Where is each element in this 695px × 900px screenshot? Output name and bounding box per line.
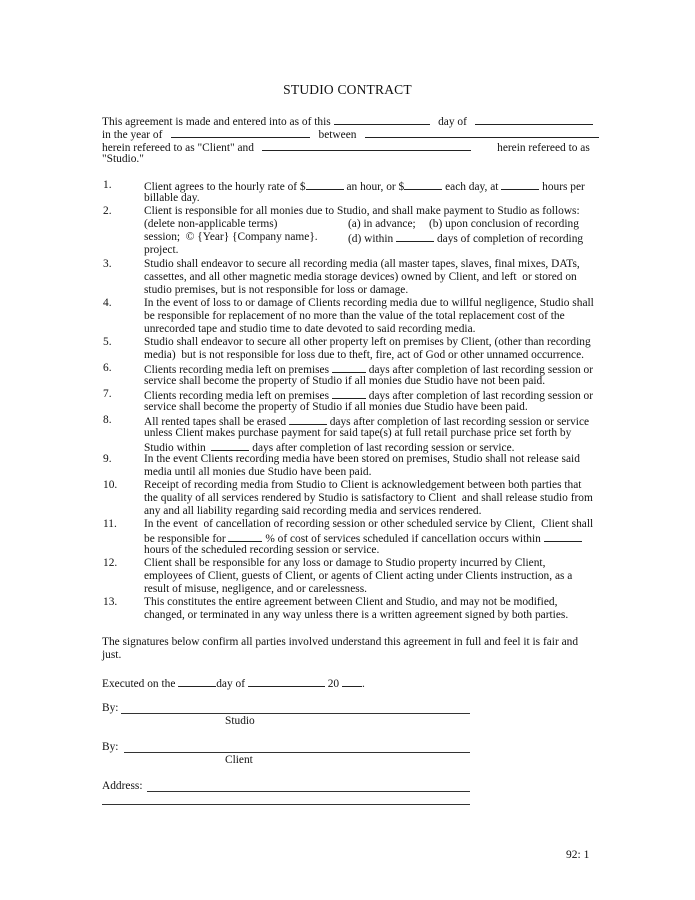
clause-text: service shall become the property of Studio if all monies due Studio have been paid. [144, 401, 528, 413]
hours-per-day-blank[interactable] [501, 179, 539, 190]
clause-text: (delete non-applicable terms) [144, 218, 278, 230]
intro-text: herein refereed to as [497, 142, 590, 154]
item-number: 10. [103, 479, 118, 491]
clause-text: Clients recording media left on premises [144, 364, 332, 376]
clause-text: be responsible for replacement of no more than the value of the total replacement cost of the [144, 310, 565, 322]
studio-signature-line[interactable] [121, 713, 470, 714]
payment-option-b: (b) upon conclusion of recording [429, 218, 579, 230]
year-blank[interactable] [171, 127, 310, 138]
intro-text: This agreement is made and entered into as of this [102, 116, 331, 128]
intro-text: herein refereed to as "Client" and [102, 142, 254, 154]
payment-option-a: (a) in advance; [348, 218, 416, 230]
cancellation-hours-blank[interactable] [544, 531, 582, 542]
intro-text: between [318, 129, 357, 141]
clause-text: project. [144, 244, 179, 256]
item-number: 11. [103, 518, 117, 530]
executed-month-blank[interactable] [248, 676, 325, 687]
address-line-1[interactable] [147, 791, 470, 792]
completion-days-blank[interactable] [396, 231, 434, 242]
closing-statement-line-1: The signatures below confirm all parties involved understand this agreement in full and feel it is fair and [102, 636, 579, 648]
item-number: 7. [103, 388, 112, 400]
item-number: 6. [103, 362, 112, 374]
clause-text: Studio shall endeavor to secure all other property left on premises by Client, (other than recording [144, 336, 591, 348]
item-number: 12. [103, 557, 118, 569]
intro-line-3 [102, 140, 590, 155]
clause-5 [144, 336, 596, 362]
executed-text: 20 [324, 678, 342, 690]
clause-text: days after completion of last recording session or service [326, 416, 590, 428]
item-number: 2. [103, 205, 112, 217]
item-number: 4. [103, 297, 112, 309]
clause-text: result of misuse, negligence, and or carelessness. [144, 583, 367, 595]
client-by-label: By: [102, 741, 119, 753]
clause-text: Studio within [144, 442, 212, 454]
clause-text: Client is responsible for all monies due to Studio, and shall make payment to Studio as follows: [144, 205, 580, 217]
unpaid-days-blank[interactable] [332, 362, 366, 373]
clause-text: Clients recording media left on premises [144, 390, 332, 402]
clause-text: % of cost of services scheduled if cancellation occurs within [262, 533, 544, 545]
intro-text: in the year of [102, 129, 163, 141]
clause-text: billable day. [144, 192, 200, 204]
clause-12 [144, 557, 596, 596]
address-label: Address: [102, 780, 143, 792]
clause-text: media until all monies due Studio have been paid. [144, 466, 372, 478]
clause-text: hours of the scheduled recording session or service. [144, 544, 380, 556]
clause-text: service shall become the property of Studio if all monies due Studio have not been paid. [144, 375, 546, 387]
clause-text: All rented tapes shall be erased [144, 416, 289, 428]
executed-day-blank[interactable] [178, 676, 216, 687]
address-line-2[interactable] [102, 804, 470, 805]
clause-7 [144, 388, 596, 414]
executed-year-blank[interactable] [342, 676, 362, 687]
clause-text: days of completion of recording [434, 233, 584, 245]
paid-days-blank[interactable] [332, 388, 366, 399]
clause-text: the quality of all services rendered by Studio is satisfactory to Client and shall release studio from [144, 492, 593, 504]
clause-text: Client agrees to the hourly rate of $ [144, 181, 306, 193]
executed-text: . [361, 678, 365, 690]
payment-option-d: (d) within [348, 233, 397, 245]
item-number: 13. [103, 596, 118, 608]
item-number: 8. [103, 414, 112, 426]
clause-text: cassettes, and all other magnetic media storage devices) owned by Client, and left or stored on [144, 271, 577, 283]
clause-9 [144, 453, 596, 479]
clause-text: hours per [539, 181, 585, 193]
client-label: Client [225, 754, 253, 766]
item-number: 9. [103, 453, 112, 465]
clause-text: Receipt of recording media from Studio to Client is acknowledgement between both parties that [144, 479, 582, 491]
client-name-blank[interactable] [365, 127, 599, 138]
item-number: 3. [103, 258, 112, 270]
purchase-days-blank[interactable] [211, 440, 249, 451]
clause-text: an hour, or $ [343, 181, 405, 193]
clause-text: unless Client makes purchase payment for said tape(s) at full retail purchase price set forth by [144, 427, 572, 439]
clause-text: media) but is not responsible for loss due to theft, fire, act of God or other unnamed occurrence. [144, 349, 584, 361]
clause-text: changed, or terminated in any way unless there is a written agreement signed by both parties. [144, 609, 569, 621]
clause-text: In the event of cancellation of recording session or other scheduled service by Client, Client shall [144, 518, 594, 530]
clause-11 [144, 518, 596, 557]
clause-text: studio premises, but is not responsible for loss or damage. [144, 284, 409, 296]
studio-by-label: By: [102, 702, 119, 714]
clause-text: In the event of loss to or damage of Clients recording media due to willful negligence, Studio shall [144, 297, 594, 309]
clause-4 [144, 297, 596, 336]
clause-text: Client shall be responsible for any loss or damage to Studio property incurred by Client, [144, 557, 546, 569]
cancellation-percent-blank[interactable] [228, 531, 262, 542]
date-day-blank[interactable] [334, 114, 430, 125]
erase-days-blank[interactable] [289, 414, 327, 425]
clause-text: In the event Clients recording media have been stored on premises, Studio shall not release said [144, 453, 580, 465]
hourly-rate-blank[interactable] [306, 179, 344, 190]
closing-statement-line-2: just. [102, 649, 122, 661]
clause-text: employees of Client, guests of Client, or agents of Client acting under Clients instruction, as a [144, 570, 573, 582]
clause-2 [144, 205, 596, 257]
item-number: 5. [103, 336, 112, 348]
clause-text: This constitutes the entire agreement between Client and Studio, and may not be modified, [144, 596, 558, 608]
clause-13 [144, 596, 596, 622]
item-number: 1. [103, 179, 112, 191]
clause-text: each day, at [442, 181, 502, 193]
clause-8 [144, 414, 596, 453]
page-number: 92: 1 [566, 849, 590, 861]
date-month-blank[interactable] [475, 114, 593, 125]
clause-3 [144, 258, 596, 297]
studio-label: Studio [225, 715, 255, 727]
intro-text: day of [438, 116, 467, 128]
clause-text: session; © {Year} {Company name}. [144, 231, 318, 243]
executed-text: day of [216, 678, 248, 690]
intro-line-4: "Studio." [102, 153, 144, 165]
document-title: STUDIO CONTRACT [283, 82, 412, 97]
clause-text: Studio shall endeavor to secure all recording media (all master tapes, slaves, final mixes, DATs, [144, 258, 580, 270]
daily-rate-blank[interactable] [404, 179, 442, 190]
clause-text: any and all liability regarding said recording media and services rendered. [144, 505, 482, 517]
clause-6 [144, 362, 596, 388]
clause-1 [144, 179, 596, 205]
clause-text: unrecorded tape and studio time to date devoted to said recording media. [144, 323, 476, 335]
clause-text: days after completion of last recording session or service. [249, 442, 515, 454]
studio-name-blank[interactable] [262, 140, 471, 151]
executed-line [102, 676, 365, 691]
executed-text: Executed on the [102, 678, 179, 690]
clause-text: days after completion of last recording session or [365, 390, 594, 402]
clause-10 [144, 479, 596, 518]
clause-text: be responsible for [144, 533, 229, 545]
clause-text: days after completion of last recording session or [365, 364, 594, 376]
client-signature-line[interactable] [124, 752, 470, 753]
